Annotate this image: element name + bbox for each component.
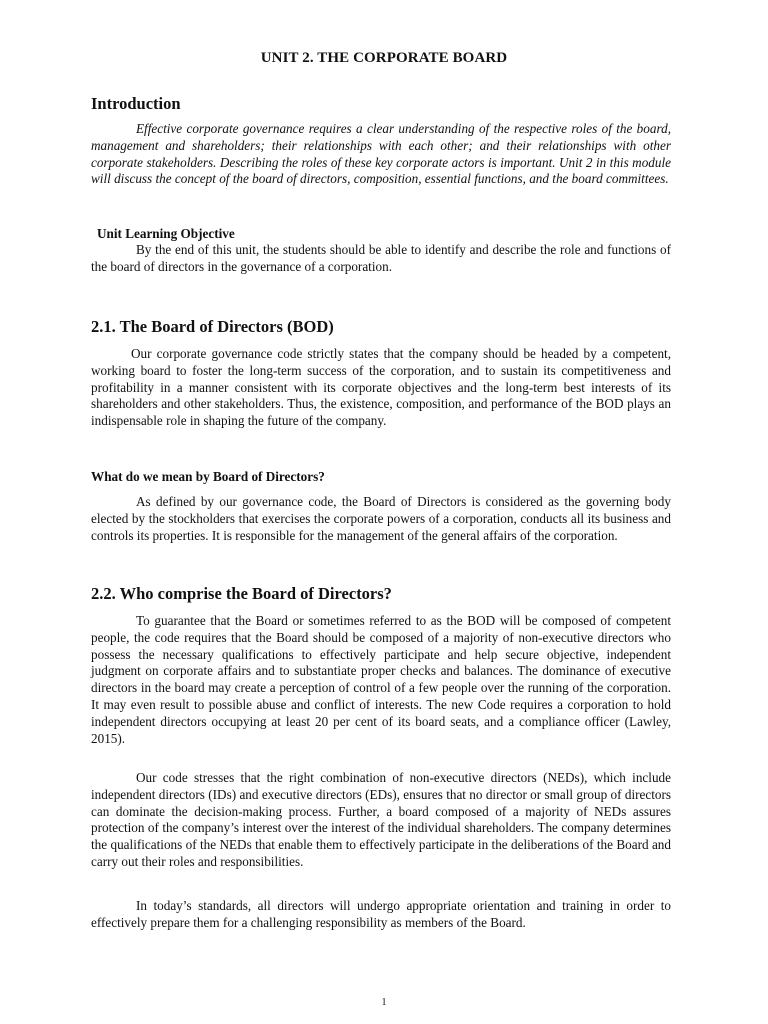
learning-objective-heading: Unit Learning Objective [97, 226, 235, 241]
section-2-2-paragraph-3 [91, 898, 671, 932]
section-2-1-paragraph [91, 346, 671, 430]
learning-objective-text: By the end of this unit, the students should be able to identify and describe the role and functions of the board of directors in the governance of a corporation. [91, 242, 671, 274]
board-definition-paragraph [91, 494, 671, 544]
section-2-2-paragraph-1 [91, 613, 671, 747]
board-definition-text: As defined by our governance code, the Board of Directors is considered as the governing body elected by the stockholders that exercises the corporate powers of a corporation, conducts all its business and controls its properties. It is responsible for the management of the general affairs of the corporation. [91, 494, 671, 543]
learning-objective-paragraph [91, 242, 671, 276]
page-number: 1 [381, 997, 387, 1008]
section-2-1-text: Our corporate governance code strictly states that the company should be headed by a competent, working board to foster the long-term success of the corporation, and to sustain its competitiveness and profitability in a manner consistent with its corporate objectives and the long-term best interests of its shareholders and other stakeholders. Thus, the existence, composition, and performance of the BOD plays an indispensable role in shaping the future of the company. [91, 346, 671, 429]
introduction-text: Effective corporate governance requires a clear understanding of the respective roles of the board, management and shareholders; their relationships with each other; and their relationships with other corporate stakeholders. Describing the roles of these key corporate actors is important. Unit 2 in this module will discuss the concept of the board of directors, composition, essential functions, and the board committees. [91, 121, 671, 187]
page-title: UNIT 2. THE CORPORATE BOARD [260, 50, 508, 66]
section-2-2-paragraph-2 [91, 770, 671, 871]
section-2-1-heading: 2.1. The Board of Directors (BOD) [91, 317, 334, 336]
board-definition-subheading: What do we mean by Board of Directors? [91, 469, 325, 484]
section-2-2-text-2: Our code stresses that the right combination of non-executive directors (NEDs), which include independent directors (IDs) and executive directors (EDs), ensures that no director or small group of directors can dominate the decision-making process. Further, a board composed of a majority of NEDs assures protection of the company’s interest over the interest of the individual shareholders. The company determines the qualifications of the NEDs that enable them to effectively participate in the deliberations of the Board and carry out their roles and responsibilities. [91, 770, 671, 869]
introduction-paragraph [91, 121, 671, 188]
introduction-heading: Introduction [91, 94, 181, 113]
section-2-2-text-3: In today’s standards, all directors will undergo appropriate orientation and training in order to effectively prepare them for a challenging responsibility as members of the Board. [91, 898, 671, 930]
section-2-2-heading: 2.2. Who comprise the Board of Directors? [91, 584, 392, 603]
section-2-2-text-1: To guarantee that the Board or sometimes referred to as the BOD will be composed of competent people, the code requires that the Board should be composed of a majority of non-executive directors who possess the necessary qualifications to effectively participate and help secure objective, independent judgment on corporate affairs and to substantiate proper checks and balances. The dominance of executive directors in the board may create a perception of control of a few people over the running of the corporation. It may even result to possible abuse and conflict of interests. The new Code requires a corporation to hold independent directors occupying at least 20 per cent of its board seats, and a compliance officer (Lawley, 2015). [91, 613, 671, 746]
